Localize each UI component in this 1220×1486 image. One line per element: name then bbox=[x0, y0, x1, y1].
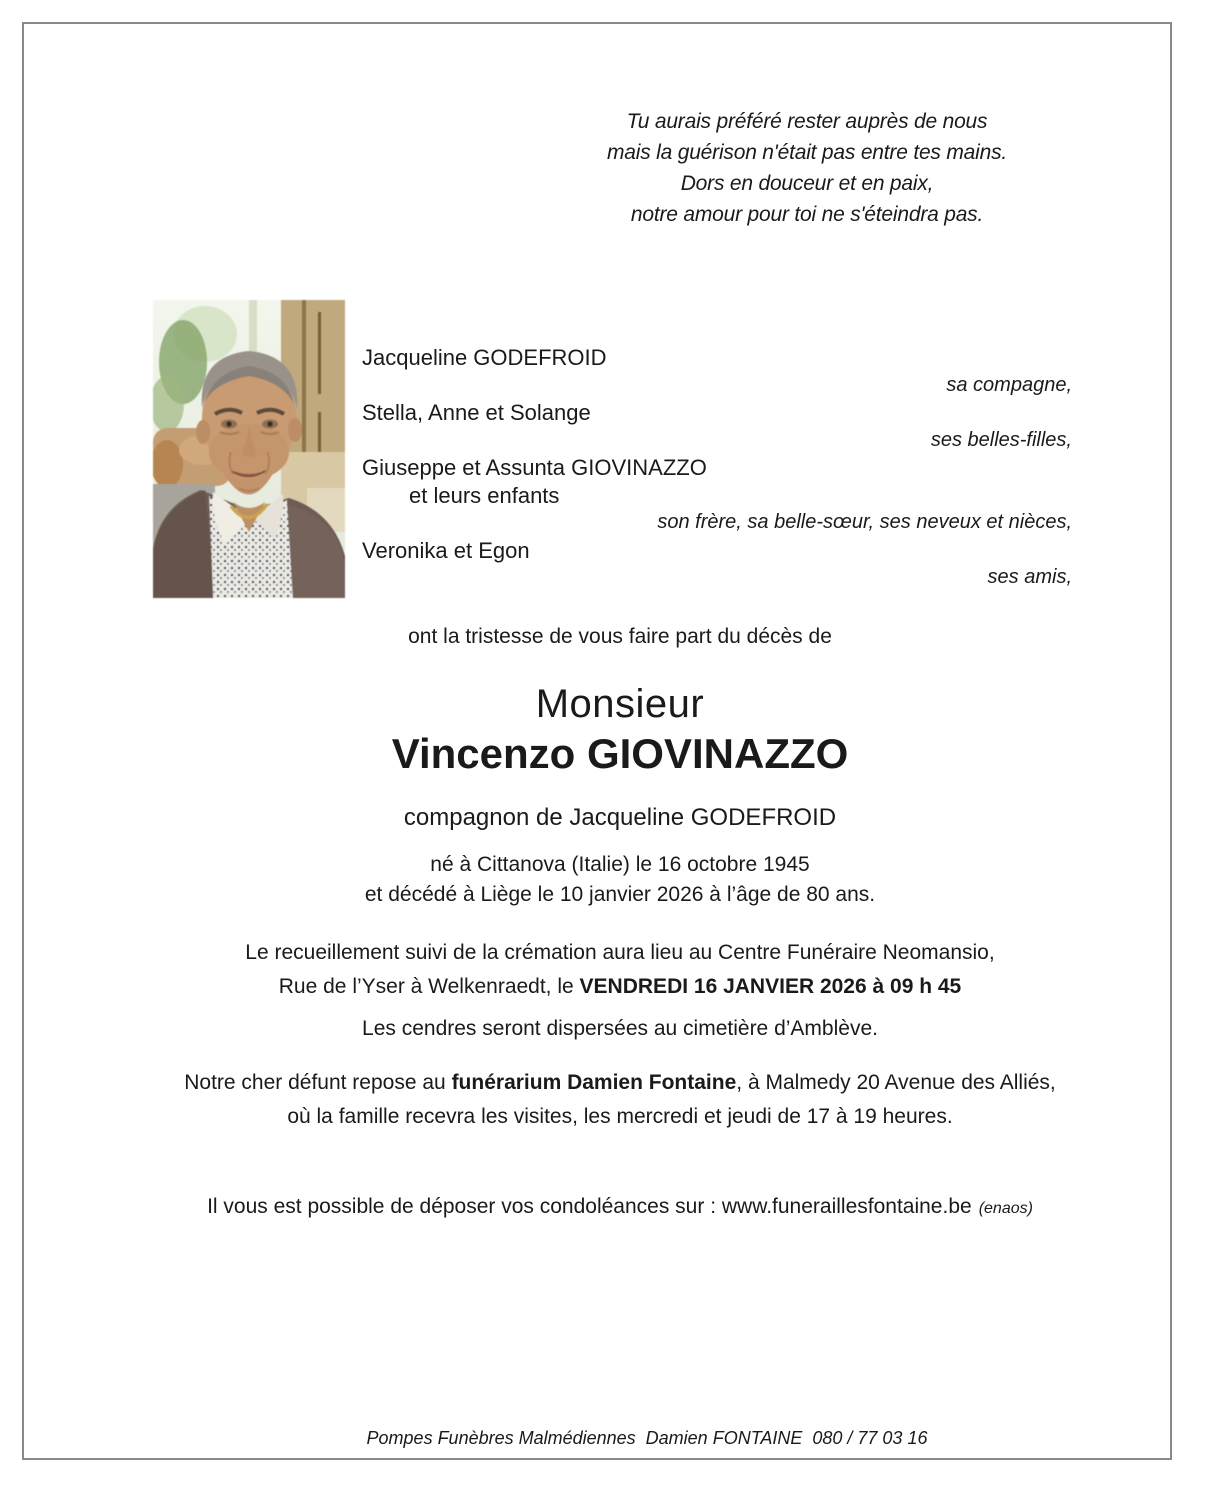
condolences-enaos-note: (enaos) bbox=[978, 1200, 1033, 1217]
family-entry-4-relation: ses amis, bbox=[987, 566, 1072, 588]
announcement-intro: ont la tristesse de vous faire part du décès de bbox=[408, 625, 832, 648]
family-entry-1-relation: sa compagne, bbox=[946, 373, 1072, 396]
poem-line-2: mais la guérison n'était pas entre tes mains. bbox=[606, 141, 1008, 164]
visitation-block bbox=[10, 1066, 1220, 1134]
memorial-poem bbox=[583, 106, 1031, 230]
portrait-photo-illustration bbox=[153, 300, 345, 598]
condolences-text: Il vous est possible de déposer vos condoléances sur : www.funeraillesfontaine.be bbox=[207, 1195, 972, 1218]
poem-line-3: Dors en douceur et en paix, bbox=[680, 172, 934, 195]
family-entry-1-names: Jacqueline GODEFROID bbox=[362, 345, 607, 370]
family-entry-3-names: Giuseppe et Assunta GIOVINAZZO bbox=[362, 455, 707, 480]
deceased-portrait-photo bbox=[153, 300, 345, 598]
family-entry-3-names-children: et leurs enfants bbox=[409, 482, 560, 508]
deceased-title: Monsieur bbox=[535, 682, 705, 726]
poem-line-1: Tu aurais préféré rester auprès de nous bbox=[626, 110, 988, 133]
visitation-line-1 bbox=[10, 1066, 1220, 1100]
poem-line-4: notre amour pour toi ne s'éteindra pas. bbox=[630, 203, 984, 226]
condolences-line bbox=[10, 1192, 1220, 1224]
deceased-name: Vincenzo GIOVINAZZO bbox=[391, 730, 849, 777]
ceremony-block bbox=[10, 936, 1220, 1004]
visitation-line-2: où la famille recevra les visites, les mercredi et jeudi de 17 à 19 heures. bbox=[287, 1105, 953, 1128]
visitation-line-1-pre: Notre cher défunt repose au bbox=[184, 1071, 452, 1094]
ceremony-line-2 bbox=[10, 970, 1220, 1004]
family-list bbox=[362, 344, 1072, 592]
funeral-home-footer: Pompes Funèbres Malmédiennes Damien FONTAINE 080 / 77 03 16 bbox=[366, 1428, 928, 1448]
ashes-line: Les cendres seront dispersées au cimetière d’Amblève. bbox=[362, 1017, 878, 1040]
birth-death-block bbox=[10, 850, 1220, 910]
funeral-home-name: funérarium Damien Fontaine bbox=[451, 1071, 737, 1094]
family-entry-2-relation: ses belles-filles, bbox=[930, 428, 1072, 451]
death-line: et décédé à Liège le 10 janvier 2026 à l’âge de 80 ans. bbox=[364, 883, 876, 906]
ceremony-date-time: VENDREDI 16 JANVIER 2026 à 09 h 45 bbox=[579, 975, 962, 998]
family-entry-2-names: Stella, Anne et Solange bbox=[362, 400, 591, 425]
family-entry-3-relation: son frère, sa belle-sœur, ses neveux et nièces, bbox=[657, 511, 1072, 533]
ceremony-line-2-text: Rue de l’Yser à Welkenraedt, le bbox=[278, 975, 580, 998]
visitation-line-1-post: , à Malmedy 20 Avenue des Alliés, bbox=[736, 1071, 1056, 1094]
birth-line: né à Cittanova (Italie) le 16 octobre 1945 bbox=[430, 853, 810, 876]
ceremony-line-1: Le recueillement suivi de la crémation aura lieu au Centre Funéraire Neomansio, bbox=[245, 941, 995, 964]
deceased-subtitle: compagnon de Jacqueline GODEFROID bbox=[403, 804, 837, 831]
family-entry-4-names: Veronika et Egon bbox=[362, 537, 530, 563]
